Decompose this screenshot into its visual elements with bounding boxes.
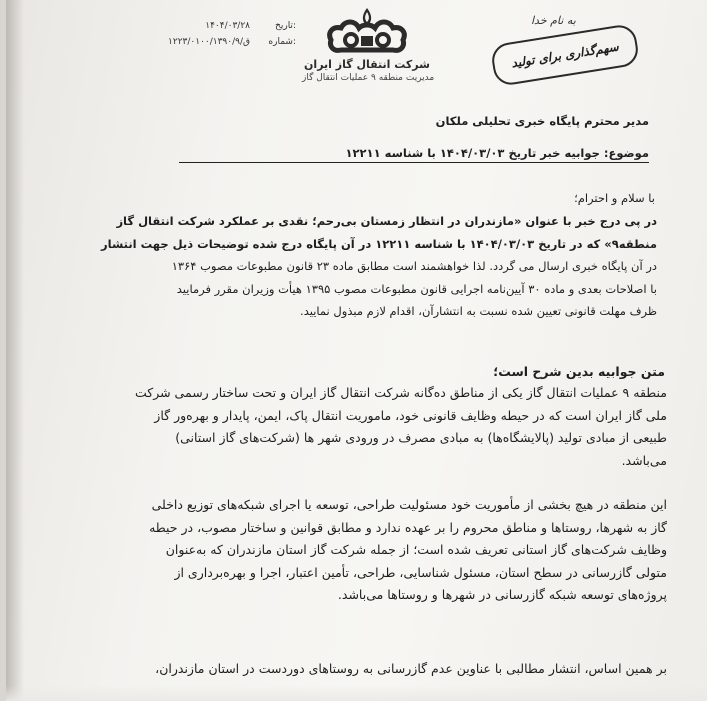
- date-row: [146, 18, 296, 34]
- number-label: شماره:: [268, 37, 296, 47]
- paragraph-line: پروژه‌های توسعه شبکه گازرسانی در شهرها و روستاها می‌باشد.: [337, 587, 667, 602]
- page-fade: [6, 685, 707, 701]
- stamp-text: سهم‌گذاری برای تولید: [510, 39, 620, 71]
- paragraph-conclusion: [17, 658, 667, 681]
- paragraph-line: در پی درج خبر با عنوان «مازندران در انتظار زمستان بی‌رحم؛ نقدی بر عملکرد شرکت انتقال گاز: [116, 214, 657, 228]
- paragraph-line: متولی گازرسانی در سطح استان، مسئول شناسایی، طراحی، تأمین اعتبار، اجرا و بهره‌برداری از: [174, 564, 667, 580]
- gas-flame-logo-icon: [321, 6, 413, 56]
- letter-page: [6, 0, 707, 701]
- paragraph-line: طبیعی از مبادی تولید (پالایشگاه‌ها) به مبادی مصرف در ورودی شهر ها (شرکت‌های گاز استانی): [175, 430, 667, 445]
- paragraph-line: با اصلاحات بعدی و ماده ۳۰ آیین‌نامه اجرایی قانون مطبوعات مصوب ۱۳۹۵ هیأت وزیران مقرر فرمایید: [176, 281, 657, 296]
- paragraph-line: وظایف شرکت‌های گاز استانی تعریف شده است؛ از جمله شرکت گاز استان مازندران که به‌عنوان: [165, 542, 667, 557]
- letter-meta: [146, 18, 296, 50]
- subject-line: موضوع: جوابیه خبر تاریخ ۱۴۰۴/۰۳/۰۳ با شناسه ۱۲۲۱۱: [179, 146, 649, 163]
- paragraph-line: منطقه۹» که در تاریخ ۱۴۰۴/۰۳/۰۳ با شناسه ۱۲۲۱۱ در آن پایگاه درج شده توضیحات ذیل جهت انتشار: [101, 236, 657, 251]
- company-logo: [302, 6, 435, 101]
- paragraph-line: این منطقه در هیچ بخشی از مأموریت خود مسئولیت طراحی، توسعه یا اجرای شبکه‌های توزیع داخلی: [151, 497, 667, 512]
- paragraph-mission: [27, 382, 667, 472]
- paragraph-request: [27, 210, 657, 323]
- page-shadow: [6, 0, 24, 701]
- addressee: مدیر محترم پایگاه خبری تحلیلی ملکان: [435, 114, 649, 128]
- date-label: تاریخ:: [275, 21, 296, 31]
- reply-intro: متن جوابیه بدین شرح است؛: [493, 364, 665, 379]
- slogan-stamp: [490, 23, 641, 87]
- number-row: [146, 34, 296, 50]
- paragraph-line: ظرف مهلت قانونی تعیین شده نسبت به انتشارآن، اقدام لازم مبذول نمایید.: [300, 304, 657, 318]
- basmala: به نام خدا: [531, 14, 576, 27]
- company-name: شرکت انتقال گاز ایران: [304, 58, 430, 71]
- paragraph-line: ملی گاز ایران است که در حیطه وظایف قانونی خود، ماموریت انتقال پاک، ایمن، پایدار و بهره‌ور گاز: [154, 407, 667, 423]
- paragraph-line: گاز به شهرها، روستاها و مناطق محروم را بر عهده ندارد و مطابق قوانین و ساختار مصوب، در حیطه: [149, 519, 667, 535]
- paragraph-line: منطقه ۹ عملیات انتقال گاز یکی از مناطق ده‌گانه شرکت انتقال گاز ایران و تحت ساختار رسمی شرکت: [134, 385, 667, 400]
- paragraph-line: می‌باشد.: [621, 452, 667, 468]
- paragraph-line: بر همین اساس، انتشار مطالبی با عناوین عدم گازرسانی به روستاهای دوردست در استان مازندران،: [155, 661, 667, 676]
- paragraph-responsibility: [27, 494, 667, 607]
- company-subunit: مدیریت منطقه ۹ عملیات انتقال گاز: [302, 73, 435, 83]
- paragraph-line: در آن پایگاه خبری ارسال می گردد. لذا خواهشمند است مطابق ماده ۲۳ قانون مطبوعات مصوب ۱۳۶۴: [171, 259, 657, 273]
- date-value: ۱۴۰۴/۰۳/۲۸: [205, 21, 250, 31]
- number-value: ۱۲۲۳/۰۱۰۰/۱۳۹۰/۹/ق: [168, 37, 250, 47]
- greeting: با سلام و احترام؛: [574, 191, 655, 205]
